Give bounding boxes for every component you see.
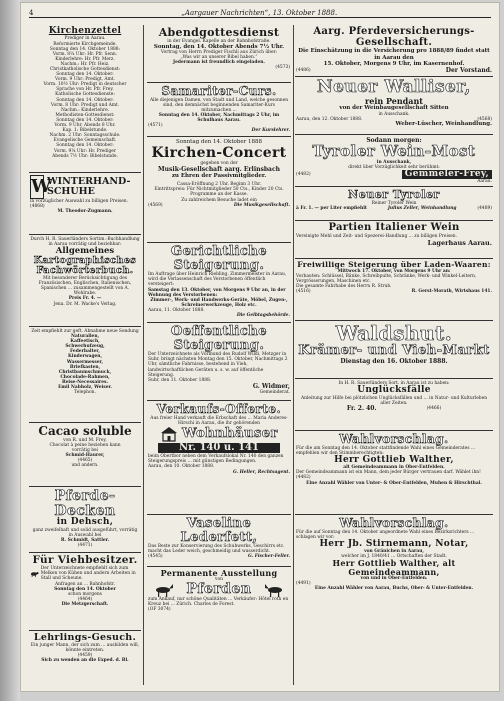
freiwillig-line-5: R. Gerst-Morath, Wirtshaus 141.	[411, 289, 492, 295]
bazar-item: Wassermesser,	[66, 359, 104, 365]
concert-date: Sonntag den 14. Oktober 1888	[176, 139, 262, 145]
kirchenzettel-line: Nachm.: Kinderlehre.	[60, 107, 110, 113]
cacao-line-4: Schmid-Haurer,	[65, 452, 105, 458]
tyroler-title: Tyroler Wein-Most	[312, 142, 476, 160]
abend-line-5: Jedermann ist freundlich eingeladen.	[173, 60, 265, 66]
concert-program: Programme an der Kasse.	[190, 192, 248, 198]
wahl2-line-7: (4491)	[296, 581, 311, 587]
tyroler-line-6: (4482)	[296, 172, 311, 178]
winterhand-line-1: in vorzüglicher Auswahl zu billigen Preisen.	[30, 199, 128, 204]
ad-neuer-tyroler	[295, 187, 493, 221]
kartographie-body-2: Preis Fr. 4. —	[68, 296, 102, 302]
waldshut-title: Waldshut.	[335, 321, 453, 345]
neuer-tyroler-line-4: (4489)	[477, 205, 492, 211]
vieh-line-2: Anfragen an ... Bahnhofstr.	[54, 582, 116, 588]
concert-sign: Die Musikgesellschaft.	[233, 202, 290, 208]
kirchenzettel-line: Christkatholische Gottesdienst:	[49, 67, 121, 72]
feuer-line-1: Die Einschätzung in die Versicherung pro 1888/89 findet statt in Aarau den	[298, 48, 490, 61]
bazar-item: Reise-Necessaires.	[61, 379, 109, 385]
cacao-line-6: und andern.	[71, 463, 99, 469]
lehrling-line-1: Ein junger Mann, der sich zum ... ausbilden will, könnte eintreten.	[30, 642, 140, 654]
ad-bazar	[29, 327, 141, 423]
ausstellung-line-1: zum Ankauf, nur schöne Qualitäten ... Verkäufer: Hôtel roth en Kreuz bei ... Zürich. Charles de Forest.	[148, 597, 289, 608]
vaseline-line-2: (4545)	[148, 554, 163, 560]
kirchenzettel-lines	[30, 36, 140, 158]
cacao-line-3: vorrätig bei	[71, 447, 99, 453]
ad-waldshut-markt	[295, 321, 493, 379]
ad-winterhandschuhe	[29, 173, 141, 235]
steig2-line-3: G. Widmer,	[252, 382, 290, 390]
page-number: 4	[29, 9, 34, 17]
samariter-line-2: Sonntag den 14. Oktober, Nachmittags 2 Uhr, im Schulhaus Aarau.	[158, 112, 280, 123]
kartographie-body-1: Mit besonderer Berücksichtigung des Französischen, Englischen, Italienischen, Spanischen ... zusammengestellt von A. Wohlrabe.	[38, 276, 132, 297]
kirchenzettel-line: Kinderlehre: Hr. Pfr. Merz.	[55, 56, 115, 62]
freiwillig-line-1: Mittwoch 17. Oktober, von Morgens 9 Uhr an:	[337, 268, 451, 274]
bazar-item: Kaffeetisch,	[70, 339, 100, 345]
kirchenzettel-line: Vorm. 9¼ Uhr: Hr. Prediger	[53, 148, 117, 154]
neuer-tyroler-line-2: à Fr. 1. — per Liter empfiehlt	[296, 205, 367, 211]
bazar-item: Federhalter,	[70, 349, 100, 355]
abend-line-1: in der Evangel. Kapelle an der Bahnhofstraße.	[167, 38, 271, 44]
ad-verkaufs-offerte	[147, 401, 291, 515]
verkauf-body-2: Aarau, den 10. Oktober 1888.	[148, 464, 215, 470]
kirchenzettel-line: Nachm. 2 Uhr: Sonntagsschule.	[49, 133, 121, 139]
buch-intro: In H. R. Sauerländers Sort. in Aarau ist zu haben:	[338, 381, 450, 386]
steig1-line-5: Die Gelbtagsbehörde.	[236, 313, 290, 319]
vaseline-title: Vaseline Lederfett,	[180, 516, 258, 545]
ausstellung-title-1: Permanente Ausstellung	[160, 568, 278, 578]
ad-cacao	[29, 423, 141, 487]
page-header	[29, 7, 491, 18]
steig2-title: Oeffentliche Steigerung.	[170, 324, 268, 353]
partien-line-2: Lagerhaus Aarau.	[427, 238, 492, 247]
wahl1-title: Wahlvorschlag.	[339, 432, 449, 446]
pferde-title-2: in Dehsch,	[56, 517, 114, 528]
bazar-item: Naturalien,	[70, 334, 100, 340]
kirchenzettel-line: Vorm. 8¼ Uhr: Hr. Pfr. Senn.	[52, 51, 118, 57]
steig2-line-2: Suhr, den 11. Oktober 1888.	[148, 377, 212, 383]
walliser-title: Neuer Walliser,	[317, 77, 471, 97]
steig1-title: Gerichtliche Steigerung.	[170, 244, 268, 273]
kirchenzettel-line: Sonntag den 14. Oktober 1888:	[49, 46, 121, 52]
neuer-tyroler-head: Neuer Tyroler	[348, 188, 440, 201]
bazar-item: Schwerhufzeug,	[65, 344, 105, 350]
samariter-line-4: Der Kurslehrer.	[251, 128, 290, 134]
kirchenzettel-title: Kirchenzettel	[48, 26, 122, 36]
verkauf-wohnhaeuser: Wohnhäuser	[182, 425, 278, 441]
wahl1-line-2: Herr Gottlieb Walther,	[334, 454, 454, 465]
abend-line-3: Vortrag von Herrn Prediger Fischli aus Zürich über:	[160, 50, 278, 56]
cow-icon	[30, 566, 39, 582]
vieh-line-4: schon morgens	[68, 592, 102, 598]
ad-kirchenconcert	[147, 137, 291, 243]
partien-head: Partien Italiener Wein	[328, 222, 460, 233]
kirchenzettel-line: Sonntag den 14. Oktober:	[56, 72, 114, 78]
feuer-line-3: (4486)	[296, 67, 311, 73]
ausstellung-von: von	[215, 577, 223, 583]
kirchenzettel-line: Reformierte Kirchgemeinde.	[53, 41, 117, 47]
wahl1-line-5: (4482)	[296, 475, 311, 481]
verkauf-body-3: G. Heller, Rechtsagent.	[232, 469, 290, 475]
ad-lehrling	[29, 631, 141, 679]
horse-icon-right	[264, 583, 286, 597]
ad-wahlvorschlag-1	[295, 431, 493, 515]
ad-samariter	[147, 83, 291, 137]
feuer-title: Aarg. Pferdeversicherungs-Gesellschaft.	[313, 26, 475, 48]
ausstellung-title-2: Pferden	[186, 581, 252, 598]
kirchenzettel-line: Evangelische Gemeinschaft.	[53, 138, 117, 144]
bazar-items	[30, 334, 140, 385]
cacao-line-5: (4465)	[77, 457, 93, 463]
bazar-item: Kinderwagen,	[67, 354, 103, 360]
wahl2-line-2: Herr Jb. Stirnemann, Notar,	[319, 538, 469, 549]
lehrling-line-3: Sich zu wenden an die Exped. d. Bl.	[41, 658, 129, 664]
wahl1-line-4: Der Gemeindeammann ist ein Mann, dem jeder Bürger vertrauen darf. Wählet ihn!	[296, 470, 481, 476]
samariter-line-3: (4571)	[148, 123, 163, 129]
abend-line-2: Sonntag, den 14. Oktober Abends 7½ Uhr.	[153, 43, 285, 50]
buch-body-3: (4466)	[426, 405, 442, 411]
bazar-item: Christbaumschmuck,	[58, 369, 112, 375]
pferde-line-3: (4471)	[77, 543, 93, 549]
kirchenzettel-line: Methodisten-Gottesdienst:	[55, 112, 115, 118]
abend-line-4: „Was wir an unserer Bibel haben.“	[180, 55, 258, 61]
scan-edge	[0, 0, 20, 701]
wahl2-line-6: von und in Ober-Entfelden.	[360, 576, 428, 582]
ad-pferdeversicherung	[295, 25, 493, 77]
vieh-line-5: (4464)	[77, 597, 93, 603]
verkauf-nr: Nr. 140 u. 141	[158, 443, 280, 454]
kartographie-body-3: Jena. Dr. M. Wacke's Verlag.	[53, 301, 117, 307]
vieh-line-1: Der Unterzeichnete empfiehlt sich zum Melken von Kühen und andern Arbeiten in Stall und Scheune.	[40, 566, 136, 582]
horse-icon-left	[152, 583, 174, 597]
steig1-line-2: Samstag den 13. Oktober, von Morgens 9 Uhr an, in der Wohnung des Verstorbenen:	[148, 287, 286, 298]
feuer-line-2: 15. Oktober, Morgens 9 Uhr, im Kasernenhof.	[323, 61, 465, 67]
wahl2-line-5: Herr Gottlieb Walther, alt Gemeindeammann,	[332, 558, 456, 577]
concert-purpose: zu Ehren der Passivmitglieder.	[171, 173, 267, 180]
walliser-line-2: in Ausschank.	[378, 111, 410, 117]
waldshut-date: Dienstag den 16. Oktober 1888.	[340, 357, 448, 365]
ad-abendgottesdienst	[147, 25, 291, 83]
house-icon	[160, 426, 178, 442]
buch-body-2: Fr. 2. 40.	[346, 404, 377, 412]
ad-pferde-ausstellung	[147, 567, 291, 619]
bazar-foot-1: Emil Nabholz, Weiser.	[58, 385, 112, 391]
abend-title: Abendgottesdienst	[158, 26, 280, 39]
steig1-line-1: Im Auftrage über Heinrich Riebling, Zimmermeister in Aarau, wird die Verlassenschaft des Verstorbenen öffentlich versteigert:	[148, 272, 287, 288]
column-rule-1	[143, 25, 144, 685]
kirchenzettel-line: Sprache von Hr. Pfr. Frey.	[56, 87, 114, 93]
kirchenzettel-line: Vorm. 9 Uhr, Abends 8 Uhr.	[54, 123, 116, 129]
wahl1-line-1: Für die am Sonntag den 14. Oktober stattfindende Wahl eines Gemeinderates ... empfehlen wir den Stimmberechtigten:	[296, 445, 476, 456]
steig2-line-1: Der Unterzeichnete als Vormund des Rudolf Wildi, Metzger in Suhr, bringt nächsten Montag den 15. Oktober, Nachmittags 2 Uhr, sämtliche Fahrnisse, bestehend in Vieh, landwirtschaftlichen Geräten u. s. w. auf öffentliche Steigerung.	[148, 352, 288, 378]
walliser-sub: rein Pendant	[365, 95, 423, 106]
tyroler-line-1: Sodann morgen:	[366, 137, 422, 144]
kirchenzettel-line: Sonntag den 14. Oktober:	[56, 117, 114, 123]
lehrling-title: Lehrlings-Gesuch.	[33, 632, 137, 643]
lehrling-line-2: (4459)	[77, 653, 93, 659]
winterhand-line-2: (4868)	[30, 204, 45, 210]
walliser-line-4: Weber-Lüscher, Weinhandlung.	[395, 120, 492, 127]
walliser-line-3: Aarau, den 12. Oktober 1888.	[296, 116, 363, 122]
kirchenzettel-line: Nachm.: Hr. Pfr. Heiz.	[60, 61, 110, 67]
concert-invite: Zu zahlreichem Besuche ladet ein	[181, 197, 257, 203]
freiwillig-title: Freiwillige Steigerung über Laden-Waaren:	[297, 260, 491, 269]
masthead: „Aargauer Nachrichten“, 13. Oktober 1888.	[181, 9, 338, 17]
wahl1-line-3: alt Gemeindeammann in Ober-Entfelden.	[343, 465, 445, 471]
walliser-line-5: (4568)	[477, 116, 492, 122]
feuer-line-4: Der Vorstand.	[445, 66, 492, 74]
concert-org: Musik-Gesellschaft aarg. Erlinsbach	[158, 165, 280, 173]
neuer-tyroler-line-1: Reiner Tyroler Wein	[371, 200, 417, 206]
ad-partien-wein	[295, 221, 493, 259]
concert-title: Kirchen-Concert	[151, 145, 287, 161]
column-left	[29, 25, 141, 685]
kirchenzettel-line: Abends 7½ Uhr: Bibelstunde.	[52, 153, 118, 159]
concert-ref: (4569)	[148, 202, 163, 208]
column-middle	[147, 25, 291, 685]
ad-vaseline	[147, 515, 291, 567]
ad-wahlvorschlag-2	[295, 515, 493, 619]
winterhand-line-3: M. Theodor-Zugmann.	[57, 209, 113, 215]
ausstellung-line-2: (OF 3074)	[148, 607, 171, 613]
column-rule-2	[293, 25, 294, 685]
kirchenzettel-line: Sonntag den 14. Oktober:	[56, 143, 114, 149]
ad-walliser	[295, 77, 493, 135]
concert-prices: Eintrittspreis: Für Nichtmitglieder 50 Cts., Kinder 20 Cts.	[154, 187, 284, 193]
tyroler-line-4: Gemmeler-Frey,	[402, 170, 492, 179]
steig1-line-4: Aarau, 11. Oktober 1888.	[148, 307, 205, 313]
kirchenzettel-line: Prediger in Aarau.	[64, 36, 106, 42]
wahl2-line-3: von Gränichen in Aarau,	[364, 549, 424, 555]
ad-kirchenzettel	[29, 25, 141, 173]
bazar-intro: Zeit empfiehlt zur geft. Abnahme neue Sendung	[31, 329, 139, 334]
verkauf-intro: Aus freier Hand verkauft die Erbschaft des ... Maria Anderes-Hirschi in Aarau, die ihr gehörenden	[150, 415, 288, 426]
ad-freiwillige-steigerung	[295, 259, 493, 321]
vaseline-line-1: Das Beste zur Konservierung des Schuhwerks, Geschirrs etc. macht das Leder weich, geschmeidig und wasserdicht.	[148, 544, 285, 555]
bazar-item: Chocolade-Rahmen,	[60, 374, 110, 380]
kirchenzettel-line: Kap. 1: Bibelstunde.	[62, 128, 108, 134]
pferde-line-1: ganz zweifelhaft und solid ausgeführt, vorrätig in Auswahl bei	[32, 527, 138, 538]
verkauf-title: Verkaufs-Offerte.	[156, 402, 282, 416]
steig1-line-3: Zimmer-, Werk- und Handwerks-Geräte, Möbel, Zugen-, Schreinerwerkzeuge, Holz etc.	[150, 297, 288, 308]
kirchenzettel-line: Vorm. 9 Uhr: Predigt, Amt.	[55, 77, 115, 83]
ad-pferde-decken	[29, 487, 141, 553]
drop-cap-w: W	[31, 176, 52, 197]
buch-body-1: Anleitung zur Hilfe bei plötzlichen Unglücksfällen und ... in Natur- und Kulturleben aller Zeiten.	[300, 395, 488, 406]
kartographie-title-3: Fachwörterbuch.	[36, 265, 134, 277]
ad-fachwoerterbuch	[29, 235, 141, 327]
kirchenzettel-line: Sonntag den 14. Oktober:	[56, 97, 114, 103]
abend-line-6: (4573)	[275, 65, 290, 71]
samariter-line-1: Alle diejenigen Damen, von Stadt und Land, welche gesonnen sind, den demnächst beginnenden Samariter-Kurs mitzumachen ...	[149, 97, 289, 113]
kirchenzettel-line: Katholische Gottesdienste:	[55, 92, 115, 98]
kartographie-intro: Durch H. R. Sauerländers Sortim.-Buchhandlung in Aarau vorrätig und beziehbar:	[30, 237, 140, 248]
freiwillig-line-4: (4516)	[296, 289, 311, 295]
cacao-line-2: Chocolat à peine beziehen kann	[49, 442, 121, 448]
cacao-title: Cacao soluble	[38, 424, 132, 438]
bazar-foot-2: Telephon.	[74, 390, 96, 396]
wahl1-line-6: Eine Anzahl Wähler von Unter- & Ober-Entfelden, Muhen & Hirschthal.	[306, 480, 482, 486]
vieh-title: Für Viehbesitzer.	[32, 554, 138, 566]
bazar-item: Briefkasten,	[69, 364, 101, 370]
concert-given: gegeben von der	[200, 160, 238, 166]
newspaper-page	[20, 2, 500, 692]
cacao-line-1: von R. und M. Frey,	[63, 437, 107, 443]
samariter-title: Samariter-Curs.	[161, 84, 277, 98]
freiwillig-line-3: Die gesamte Fahrhabe des Herrn R. Strub.	[296, 284, 392, 290]
tyroler-line-3: direkt über Vorzüglichkeit sehr berühmt:	[348, 164, 440, 170]
ad-tyroler-most	[295, 135, 493, 187]
kirchenzettel-line: Vorm. 8 Uhr: Predigt und Amt.	[50, 102, 120, 108]
wahl2-line-8: Eine Anzahl Wähler von Aarau, Buchs, Ober- & Unter-Entfelden.	[314, 586, 474, 592]
wahl2-title: Wahlvorschlag.	[339, 516, 449, 530]
wahl2-line-4: welcher im J. 1840/41 ... Ortschaften der Stadt.	[341, 554, 447, 560]
ad-viehbesitzer	[29, 553, 141, 631]
vaseline-line-3: G. Fischer-Feller.	[248, 554, 290, 560]
ad-unfallbuch	[295, 379, 493, 431]
kartographie-title-2: Kartographisches	[33, 255, 137, 267]
tyroler-line-2: in Ausschank,	[376, 159, 412, 165]
verkauf-body-1: beim Obertbor neben dem Verkaufslokal Nr. 140 den ganzen Steigerungspreis ... mit günstigen Bedingungen.	[148, 454, 284, 465]
vieh-line-6: Die Metzgerschaft.	[61, 602, 109, 608]
winterhand-title-1: WINTERHAND-	[47, 176, 131, 188]
vieh-line-3: Sonntag den 14. Oktober	[54, 587, 116, 593]
wahl2-line-1: Für die auf Sonntag den 14. Oktober angeordnete Wahl eines Bezirksrichters ... schlagen wir vor:	[296, 529, 475, 540]
pferde-title-1: Pferde-Decken	[54, 488, 116, 519]
freiwillig-line-2: Vorbauten: Schlüssel, Bänke, Schreibpulte, Schränke, Werk- und Winkel-Leitern, Vergrösserungen, Maschinen etc.	[296, 273, 477, 285]
concert-times: Cassa-Eröffnung 2 Uhr. Beginn 3 Uhr.	[176, 182, 262, 188]
steig2-line-4: Gemeinderat.	[259, 389, 290, 395]
waldshut-sub: Krämer- und Vieh-Markt	[298, 343, 490, 358]
winterhand-title-2: SCHUHE	[47, 186, 95, 197]
buch-title: Unglücksfälle	[357, 385, 431, 396]
kartographie-title-1: Allgemeines	[55, 246, 115, 257]
neuer-tyroler-line-3: Julius Zeller, Weinhandlung	[387, 205, 457, 211]
ad-oeffentliche-steigerung	[147, 323, 291, 401]
kirchenzettel-line: Vorm. 10½ Uhr: Predigt in deutscher	[43, 82, 127, 88]
column-right	[295, 25, 493, 685]
partien-line-1: Vereinigte Mehl und Zeit- und Spezerei-Handlung ... zu billigen Preisen.	[296, 233, 457, 239]
ad-gerichtliche-steigerung	[147, 243, 291, 323]
tyroler-line-5: Aarau.	[477, 179, 492, 185]
pferde-line-2: R. Schmidt, Sattler.	[60, 538, 110, 543]
walliser-line-1: von der Weinbaugesellschaft Sitten	[339, 105, 449, 112]
